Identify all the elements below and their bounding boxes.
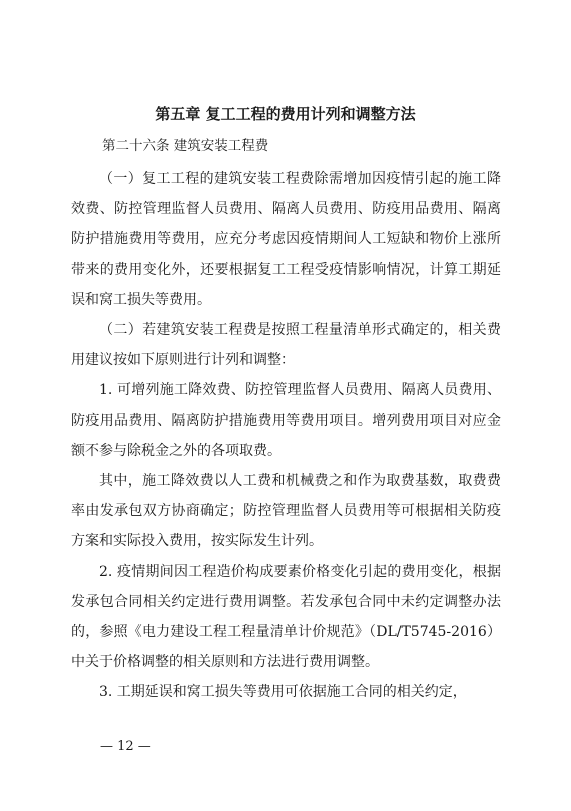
paragraph: 2. 疫情期间因工程造价构成要素价格变化引起的费用变化，根据发承包合同相关约定进行费用调整。若发承包合同中未约定调整办法的，参照《电力建设工程工程量清单计价规范》（DL/T5745-2016）中关于价格调整的相关原则和方法进行费用调整。 [71,563,501,671]
chapter-title: 第五章 复工工程的费用计列和调整方法 [155,105,416,123]
paragraph: 其中，施工降效费以人工费和机械费之和作为取费基数，取费费率由发承包双方协商确定；防控管理监督人员费用等可根据相关防疫方案和实际投入费用，按实际发生计列。 [71,473,501,550]
article-heading: 第二十六条 建筑安装工程费 [102,138,269,154]
page-number: — 12 — [100,739,151,754]
paragraph: （二）若建筑安装工程费是按照工程量清单形式确定的，相关费用建议按如下原则进行计列和调整： [71,322,501,369]
paragraph: 3. 工期延误和窝工损失等费用可依据施工合同的相关约定， [99,684,467,701]
article-body [71,164,501,708]
paragraph: （一）复工工程的建筑安装工程费除需增加因疫情引起的施工降效费、防控管理监督人员费用、隔离人员费用、防疫用品费用、隔离防护措施费用等费用，应充分考虑因疫情期间人工短缺和物价上涨所带来的费用变化外，还要根据复工工程受疫情影响情况，计算工期延误和窝工损失等费用。 [71,171,501,308]
paragraph: 1. 可增列施工降效费、防控管理监督人员费用、隔离人员费用、防疫用品费用、隔离防护措施费用等费用项目。增列费用项目对应金额不参与除税金之外的各项取费。 [71,382,501,459]
